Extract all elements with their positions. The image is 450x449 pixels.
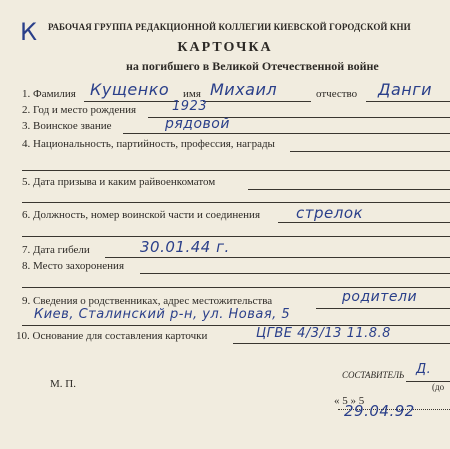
card-title: КАРТОЧКА xyxy=(177,40,273,55)
death-date-value: 30.01.44 г. xyxy=(140,238,230,256)
basis-label: 10. Основание для составления карточки xyxy=(16,330,208,342)
birth-value: 1923 xyxy=(172,99,208,114)
surname-line xyxy=(84,101,179,102)
relatives-value: родители xyxy=(342,289,418,305)
rank-value: рядовой xyxy=(165,116,230,132)
composer-signature: Д. xyxy=(416,362,432,377)
position-line-2 xyxy=(22,236,450,237)
rank-line xyxy=(123,133,450,134)
composer-position-note: (до xyxy=(432,382,445,392)
first-name-line xyxy=(203,101,311,102)
organization-header: РАБОЧАЯ ГРУППА РЕДАКЦИОННОЙ КОЛЛЕГИИ КИЕВСКОЙ ГОРОДСКОЙ КНИ xyxy=(48,22,411,32)
burial-line-2 xyxy=(22,287,450,288)
surname-value: Кущенко xyxy=(90,80,170,99)
conscription-line xyxy=(248,189,450,190)
death-date-line xyxy=(105,257,450,258)
relatives-address: Киев, Сталинский р-н, ул. Новая, 5 xyxy=(34,307,291,322)
birth-label: 2. Год и место рождения xyxy=(22,104,137,116)
composer-label: СОСТАВИТЕЛЬ xyxy=(342,370,405,380)
first-name-label: имя xyxy=(183,88,201,100)
relatives-line xyxy=(316,308,450,309)
first-name-value: Михаил xyxy=(210,80,278,99)
patronymic-line xyxy=(366,101,450,102)
date-handwritten: 29.04.92 xyxy=(344,402,415,420)
nationality-line-2 xyxy=(22,170,450,171)
basis-value: ЦГВЕ 4/3/13 11.8.8 xyxy=(256,326,391,341)
card-subtitle: на погибшего в Великой Отечественной войне xyxy=(126,59,379,73)
patronymic-value: Данги xyxy=(378,80,433,99)
conscription-line-2 xyxy=(22,202,450,203)
rank-label: 3. Воинское звание xyxy=(22,120,112,132)
patronymic-label: отчество xyxy=(316,88,358,100)
position-line xyxy=(278,222,450,223)
position-label: 6. Должность, номер воинской части и соединения xyxy=(22,209,260,221)
conscription-label: 5. Дата призыва и каким райвоенкоматом xyxy=(22,176,216,188)
relatives-label: 9. Сведения о родственниках, адрес местожительства xyxy=(22,295,273,307)
nationality-line xyxy=(290,151,450,152)
surname-label: 1. Фамилия xyxy=(22,88,76,100)
basis-line xyxy=(233,343,450,344)
burial-label: 8. Место захоронения xyxy=(22,260,124,272)
position-value: стрелок xyxy=(296,204,364,222)
death-date-label: 7. Дата гибели xyxy=(22,244,90,256)
date-printed: « 5 » 5 xyxy=(334,395,365,407)
stamp-place-label: М. П. xyxy=(50,378,76,390)
burial-line xyxy=(140,273,450,274)
corner-handwritten-mark: К xyxy=(20,18,38,46)
nationality-label: 4. Национальность, партийность, профессия, награды xyxy=(22,138,275,150)
